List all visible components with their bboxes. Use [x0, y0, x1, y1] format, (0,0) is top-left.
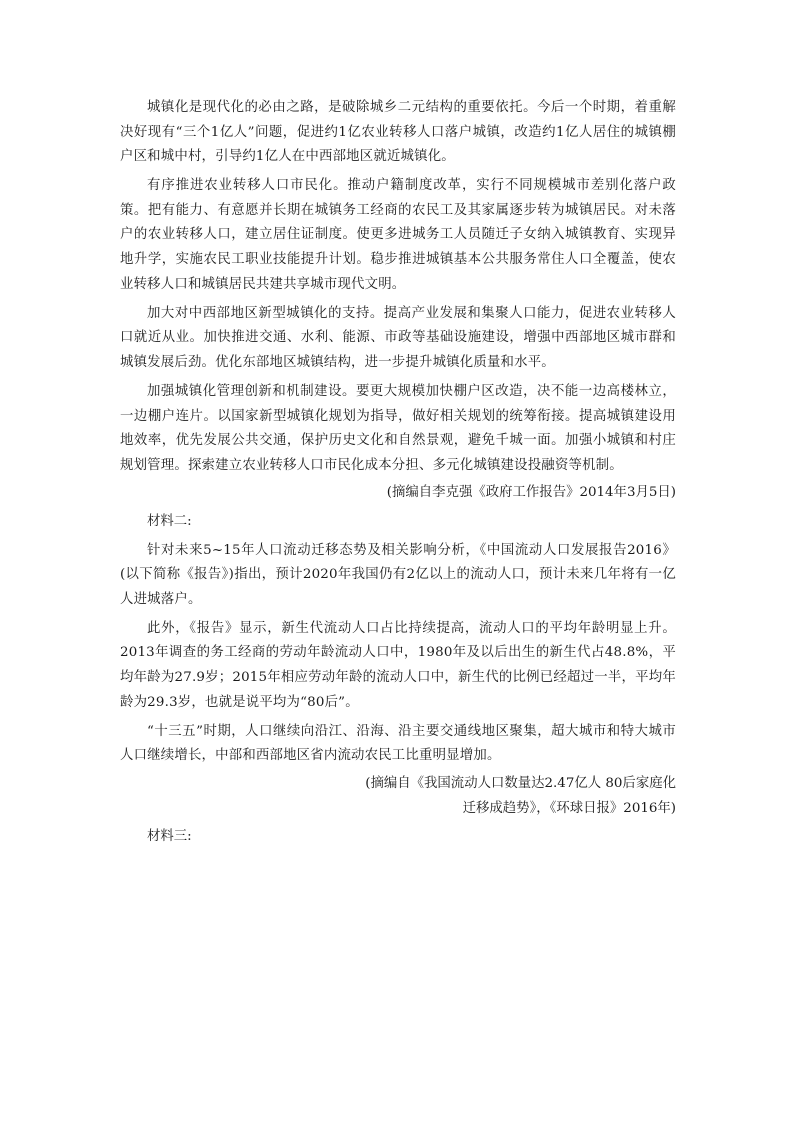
- document-body: [120, 96, 676, 854]
- paragraph: 加强城镇化管理创新和机制建设。要更大规模加快棚户区改造，决不能一边高楼林立，一边棚户连片。以国家新型城镇化规划为指导，做好相关规划的统筹衔接。提高城镇建设用地效率，优先发展公共交通，保护历史文化和自然景观，避免千城一面。加强小城镇和村庄规划管理。探索建立农业转移人口市民化成本分担、多元化城镇建设投融资等机制。: [120, 384, 676, 473]
- paragraph: 有序推进农业转移人口市民化。推动户籍制度改革，实行不同规模城市差别化落户政策。把有能力、有意愿并长期在城镇务工经商的农民工及其家属逐步转为城镇居民。对未落户的农业转移人口，建立居住证制度。使更多进城务工人员随迁子女纳入城镇教育、实现异地升学，实施农民工职业技能提升计划。稳步推进城镇基本公共服务常住人口全覆盖，使农业转移人口和城镇居民共建共享城市现代文明。: [120, 178, 676, 292]
- source-citation-line: 迁移成趋势》，《环球日报》2016年): [462, 800, 676, 816]
- material-heading: 材料三:: [147, 829, 192, 845]
- paragraph: 此外，《报告》显示，新生代流动人口占比持续提高，流动人口的平均年龄明显上升。2013年调查的务工经商的劳动年龄流动人口中，1980年及以后出生的新生代占48.8%，平均年龄为27.9岁；2015年相应劳动年龄的流动人口中，新生代的比例已经超过一半，平均年龄为29.3岁，也就是说平均为“80后”。: [120, 620, 676, 710]
- paragraph: 城镇化是现代化的必由之路，是破除城乡二元结构的重要依托。今后一个时期，着重解决好现有“三个1亿人”问题，促进约1亿农业转移人口落户城镇，改造约1亿人居住的城镇棚户区和城中村，引导约1亿人在中西部地区就近城镇化。: [120, 100, 676, 165]
- paragraph: “十三五”时期，人口继续向沿江、沿海、沿主要交通线地区聚集，超大城市和特大城市人口继续增长，中部和西部地区省内流动农民工比重明显增加。: [120, 723, 676, 764]
- source-citation-line: (摘编自《我国流动人口数量达2.47亿人 80后家庭化: [365, 775, 676, 791]
- paragraph: 加大对中西部地区新型城镇化的支持。提高产业发展和集聚人口能力，促进农业转移人口就近从业。加快推进交通、水利、能源、市政等基础设施建设，增强中西部地区城市群和城镇发展后劲。优化东部地区城镇结构，进一步提升城镇化质量和水平。: [120, 305, 676, 370]
- paragraph: 针对未来5~15年人口流动迁移态势及相关影响分析，《中国流动人口发展报告2016》(以下简称《报告》)指出，预计2020年我国仍有2亿以上的流动人口，预计未来几年将有一亿人进城落户。: [120, 542, 676, 607]
- source-citation: (摘编自李克强《政府工作报告》2014年3月5日): [386, 485, 676, 501]
- source-citation: [120, 772, 676, 821]
- material-heading: 材料二:: [147, 514, 192, 529]
